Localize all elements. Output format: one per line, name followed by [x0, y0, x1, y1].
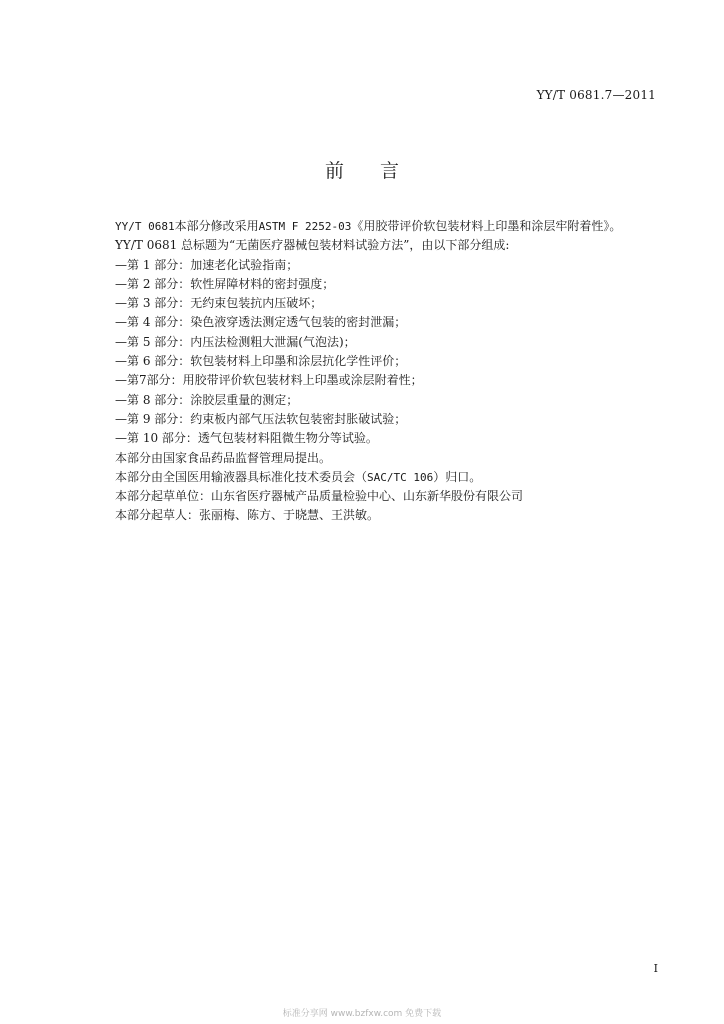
part-list-item-2: —第 2 部分：软性屏障材料的密封强度； — [115, 276, 335, 291]
general-title-paragraph: YY/T 0681 总标题为“无菌医疗器械包装材料试验方法”，由以下部分组成: — [115, 238, 510, 253]
centralized-text: 本部分由全国医用输液器具标准化技术委员会（ — [115, 469, 368, 484]
title-char-2: 言 — [380, 160, 400, 182]
intro-reference-standard: ASTM F 2252-03 — [258, 220, 352, 233]
part-list-item-4: —第 4 部分：染色液穿透法测定透气包装的密封泄漏； — [115, 315, 407, 330]
intro-text: 本部分修改采用 — [174, 219, 259, 233]
part-list-item-9: —第 9 部分：约束板内部气压法软包装密封胀破试验； — [115, 411, 407, 426]
part-list-item-6: —第 6 部分：软包装材料上印墨和涂层抗化学性评价； — [115, 354, 407, 369]
committee-code: SAC/TC 106 — [367, 470, 434, 484]
page-number: I — [653, 962, 658, 975]
intro-reference-title: 《用胶带评价软包装材料上印墨和涂层牢附着性》。 — [351, 219, 622, 233]
page-title — [0, 156, 724, 183]
intro-standard-number: YY/T 0681 — [115, 220, 175, 233]
part-list-item-3: —第 3 部分：无约束包装抗内压破坏； — [115, 296, 323, 311]
centralized-end: ）归口。 — [433, 469, 482, 484]
part-list-item-10: —第 10 部分：透气包装材料阻微生物分等试验。 — [115, 431, 378, 446]
intro-paragraph — [115, 217, 675, 236]
part-list-item-5: —第 5 部分：内压法检测粗大泄漏(气泡法)； — [115, 334, 356, 349]
part-list-item-8: —第 8 部分：涂胶层重量的测定； — [115, 392, 299, 407]
drafters-paragraph: 本部分起草人：张丽梅、陈方、于晓慧、王洪敏。 — [115, 508, 380, 523]
document-code: YY/T 0681.7—2011 — [536, 88, 656, 102]
title-char-1: 前 — [324, 160, 344, 182]
watermark-text: 标准分享网 www.bzfxw.com 免费下载 — [282, 1009, 442, 1019]
part-list-item-7: —第7部分：用胶带评价软包装材料上印墨或涂层附着性； — [115, 373, 423, 388]
part-list-item-1: —第 1 部分：加速老化试验指南； — [115, 257, 299, 272]
proposed-by-paragraph: 本部分由国家食品药品监督管理局提出。 — [115, 450, 332, 465]
drafting-units-paragraph: 本部分起草单位：山东省医疗器械产品质量检验中心、山东新华股份有限公司 — [115, 489, 524, 504]
foreword-body — [115, 217, 675, 526]
centralized-paragraph — [115, 468, 675, 487]
